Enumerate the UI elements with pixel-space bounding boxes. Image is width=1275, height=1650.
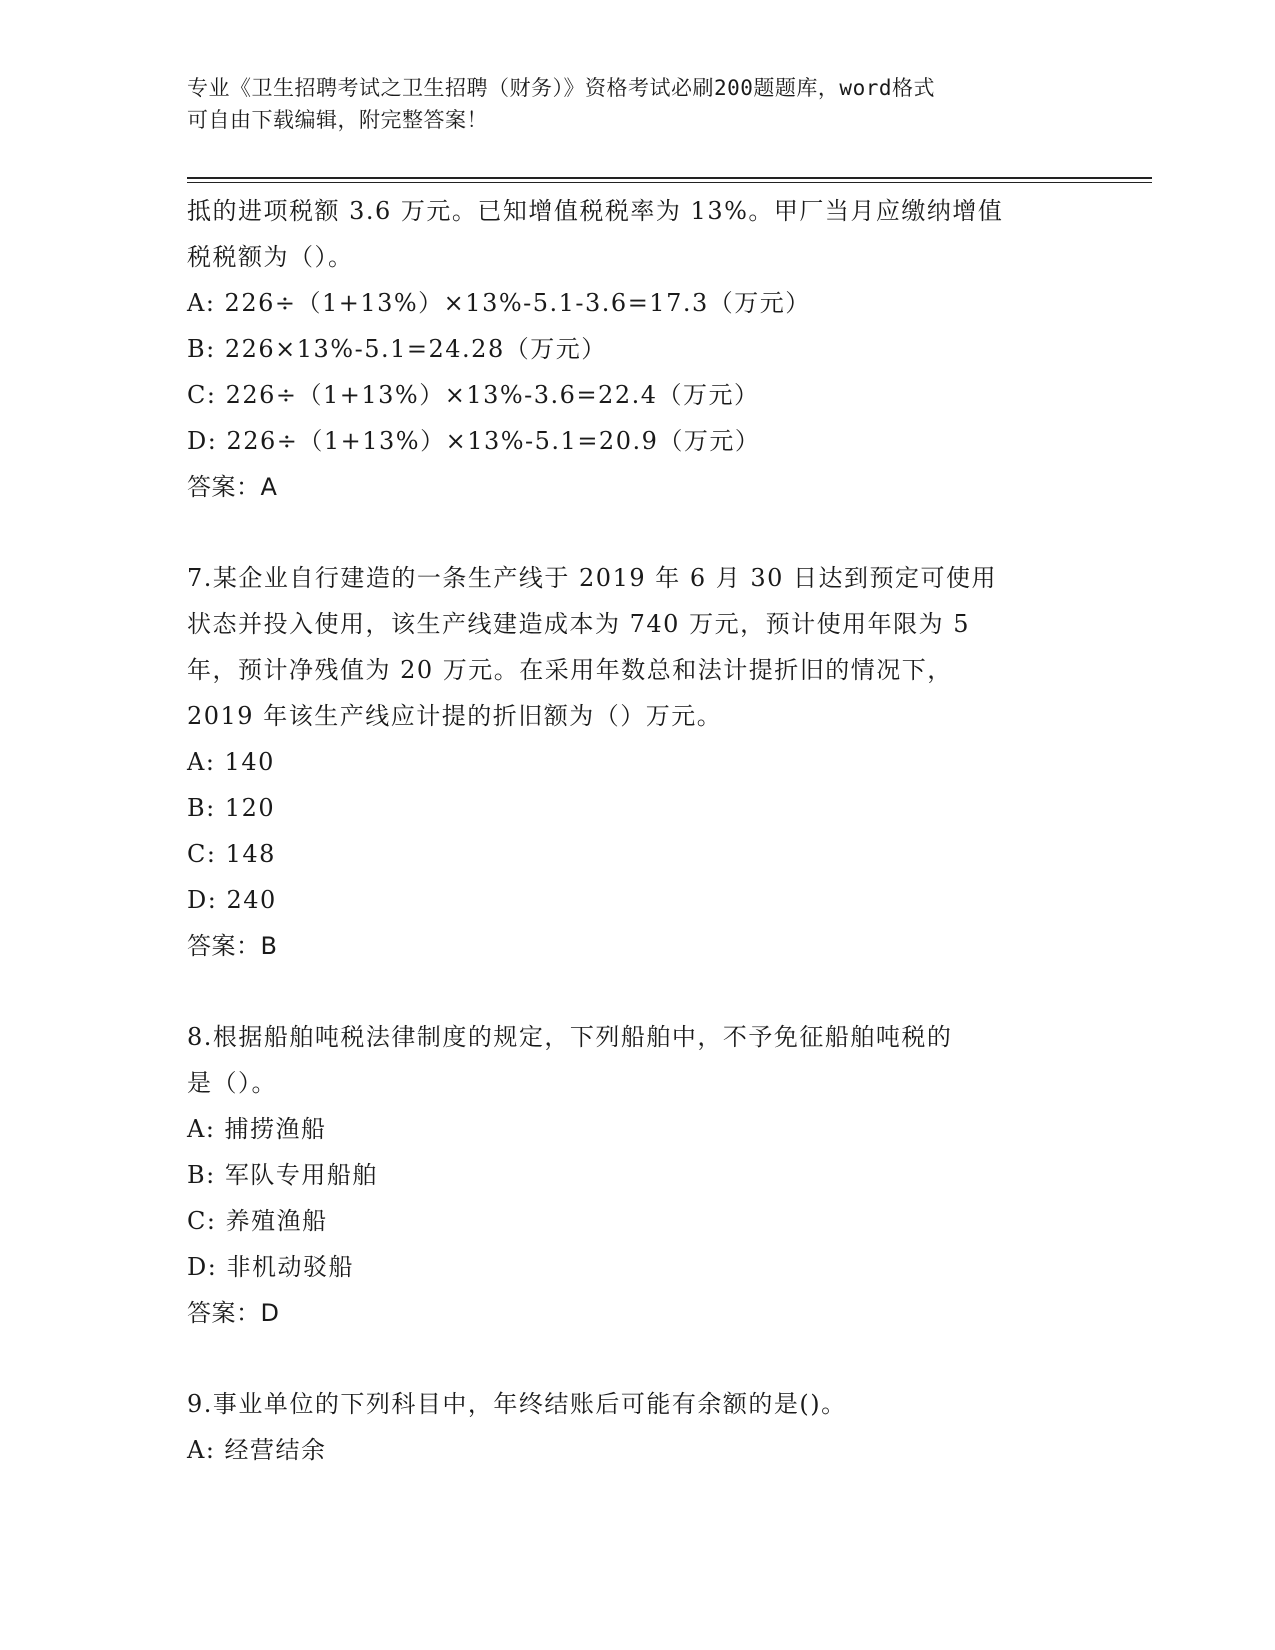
question-7: [187, 555, 1087, 969]
question-9: [187, 1381, 1087, 1473]
question-8: [187, 1014, 1087, 1336]
answer: 答案：D: [187, 1299, 280, 1327]
header-line: 可自由下载编辑，附完整答案！: [187, 108, 488, 132]
option-d: D: 226÷（1+13%）×13%-5.1=20.9（万元）: [187, 427, 761, 455]
question-stem-line: 8.根据船舶吨税法律制度的规定，下列船舶中，不予免征船舶吨税的: [187, 1023, 953, 1051]
question-stem-line: 7.某企业自行建造的一条生产线于 2019 年 6 月 30 日达到预定可使用: [187, 564, 998, 592]
question-stem-line: 状态并投入使用，该生产线建造成本为 740 万元，预计使用年限为 5: [187, 610, 970, 638]
option-a: A: 140: [187, 748, 275, 776]
question-stem-line: 是（）。: [187, 1069, 277, 1097]
question-stem-line: 税税额为（）。: [187, 243, 354, 271]
option-a: A: 捕捞渔船: [187, 1115, 327, 1143]
header-divider-thin: [187, 182, 1152, 183]
option-a: A: 经营结余: [187, 1436, 327, 1464]
document-body: [187, 188, 1087, 1473]
option-d: D: 240: [187, 886, 277, 914]
option-b: B: 120: [187, 794, 276, 822]
question-stem-line: 年，预计净残值为 20 万元。在采用年数总和法计提折旧的情况下，: [187, 656, 953, 684]
option-c: C: 养殖渔船: [187, 1207, 328, 1235]
question-stem-line: 2019 年该生产线应计提的折旧额为（）万元。: [187, 702, 723, 730]
option-c: C: 148: [187, 840, 276, 868]
page-header: [187, 72, 1087, 136]
header-divider: [187, 177, 1152, 179]
option-c: C: 226÷（1+13%）×13%-3.6=22.4（万元）: [187, 381, 760, 409]
option-a: A: 226÷（1+13%）×13%-5.1-3.6=17.3（万元）: [187, 289, 811, 317]
question-stem-line: 抵的进项税额 3.6 万元。已知增值税税率为 13%。甲厂当月应缴纳增值: [187, 197, 1004, 225]
question-6: [187, 188, 1087, 510]
option-d: D: 非机动驳船: [187, 1253, 354, 1281]
option-b: B: 226×13%-5.1=24.28（万元）: [187, 335, 607, 363]
answer: 答案：B: [187, 932, 278, 960]
question-stem-line: 9.事业单位的下列科目中，年终结账后可能有余额的是()。: [187, 1390, 847, 1418]
header-line: 专业《卫生招聘考试之卫生招聘（财务）》资格考试必刷200题题库，word格式: [187, 76, 935, 100]
option-b: B: 军队专用船舶: [187, 1161, 378, 1189]
answer: 答案：A: [187, 473, 278, 501]
